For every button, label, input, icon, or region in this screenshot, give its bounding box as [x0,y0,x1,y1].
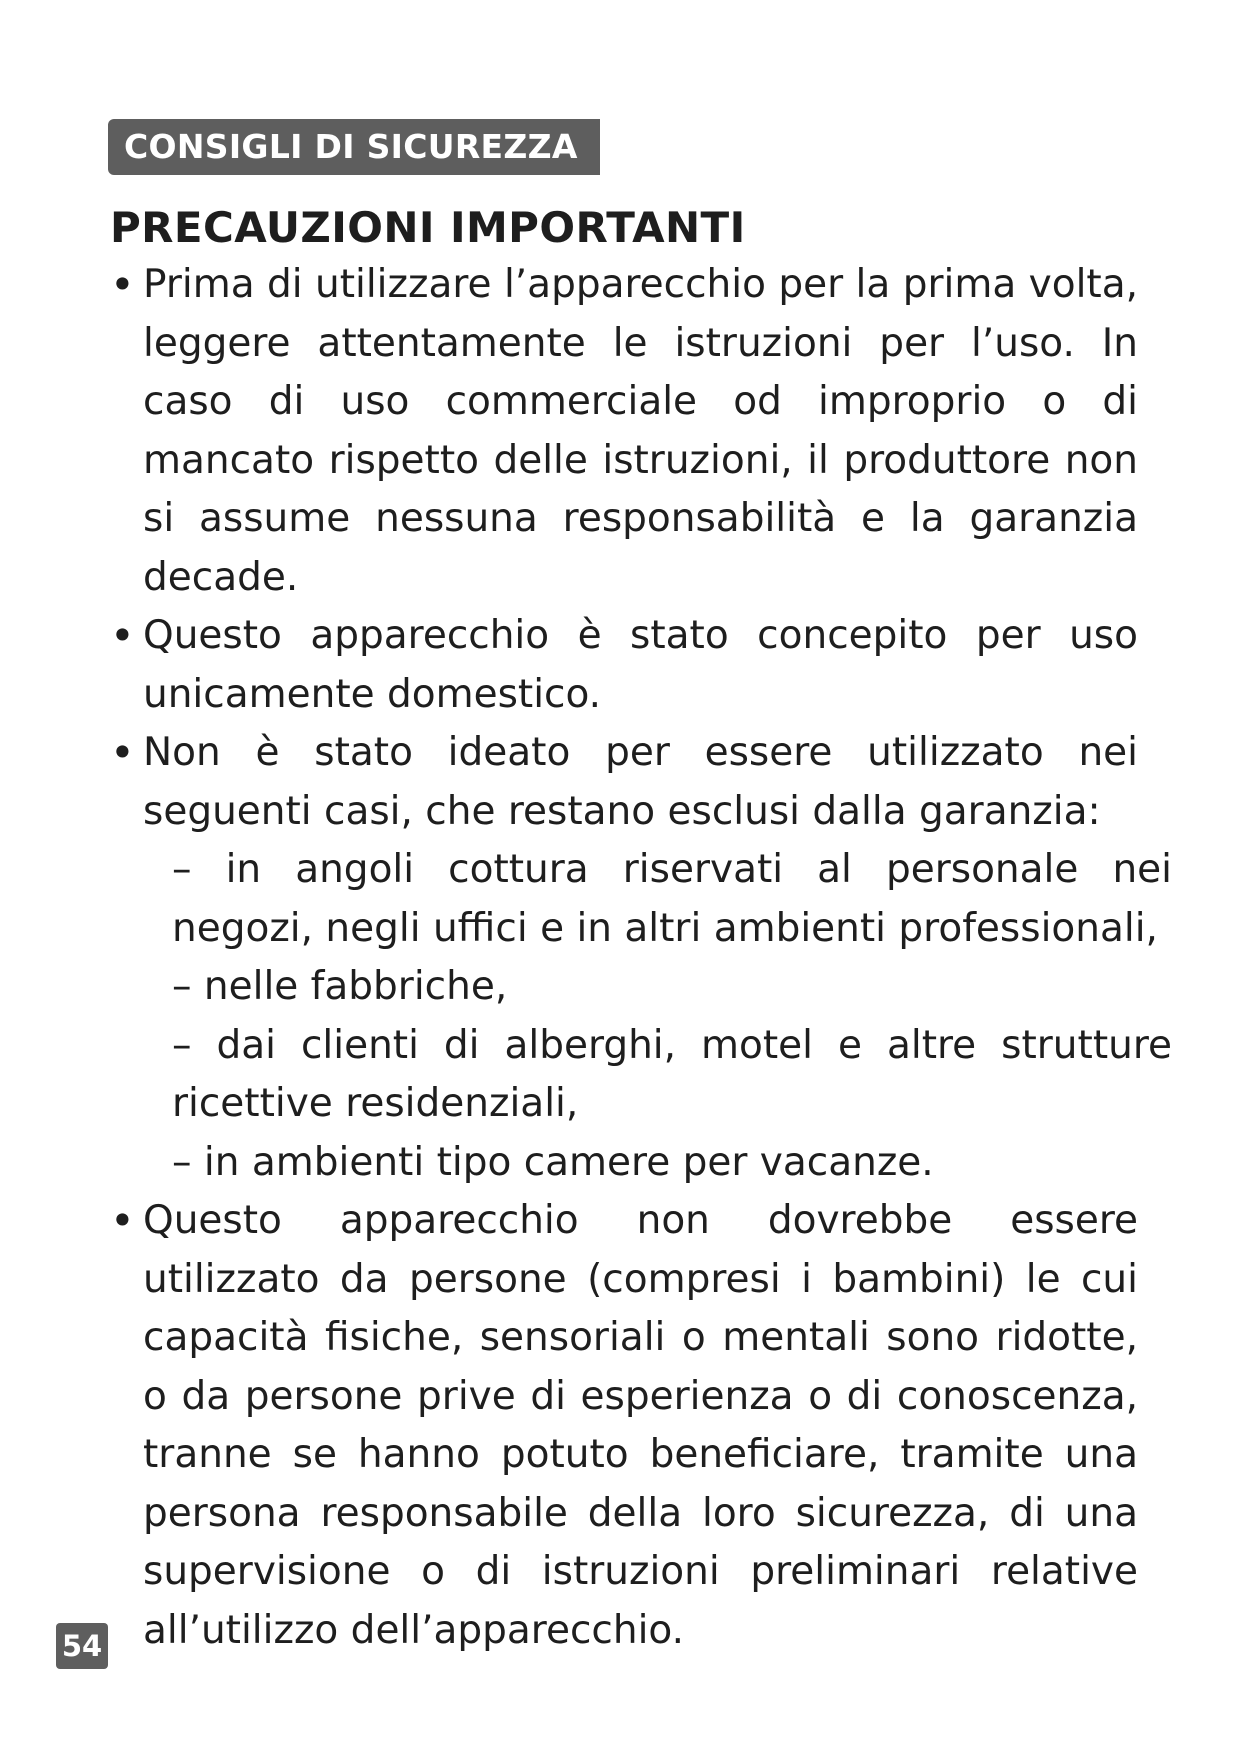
bullet-icon: • [110,1196,135,1245]
bullet-icon: • [110,728,135,777]
section-label: CONSIGLI DI SICUREZZA [108,119,600,175]
exclusions-sublist [172,841,1172,1192]
page-title: PRECAUZIONI IMPORTANTI [110,203,746,252]
list-item-text: Prima di utilizzare l’apparecchio per la prima volta, leggere attentamente le istruzioni per l’uso. In caso di uso commerciale od improprio o di mancato rispetto delle istruzioni, il produttore non si assume nessuna responsabilità e la garanzia decade. [143,262,1138,600]
page-number: 54 [56,1623,108,1669]
sublist-item: – nelle fabbriche, [172,964,508,1009]
list-item-text: Non è stato ideato per essere utilizzato nei seguenti casi, che restano esclusi dalla garanzia: [143,730,1138,834]
list-item [110,1192,1138,1660]
sublist-item: – dai clienti di alberghi, motel e altre strutture ricettive residenziali, [172,1022,1172,1126]
list-item-text: Questo apparecchio è stato concepito per uso unicamente domestico. [143,613,1138,717]
list-item [110,607,1138,724]
list-item [110,256,1138,607]
bullet-icon: • [110,260,135,309]
bullet-icon: • [110,611,135,660]
list-item [110,724,1138,841]
precautions-list [110,256,1172,1660]
list-item-text: Questo apparecchio non dovrebbe essere utilizzato da persone (compresi i bambini) le cui capacità fisiche, sensoriali o mentali sono ridotte, o da persone prive di esperienza o di conoscenza, tranne se hanno potuto beneficiare, tramite una persona responsabile della loro sicurezza, di una supervisione o di istruzioni preliminari relative all’utilizzo dell’apparecchio. [143,1198,1138,1653]
sublist-item: – in angoli cottura riservati al personale nei negozi, negli uffici e in altri ambienti professionali, [172,847,1172,951]
sublist-item: – in ambienti tipo camere per vacanze. [172,1139,934,1185]
